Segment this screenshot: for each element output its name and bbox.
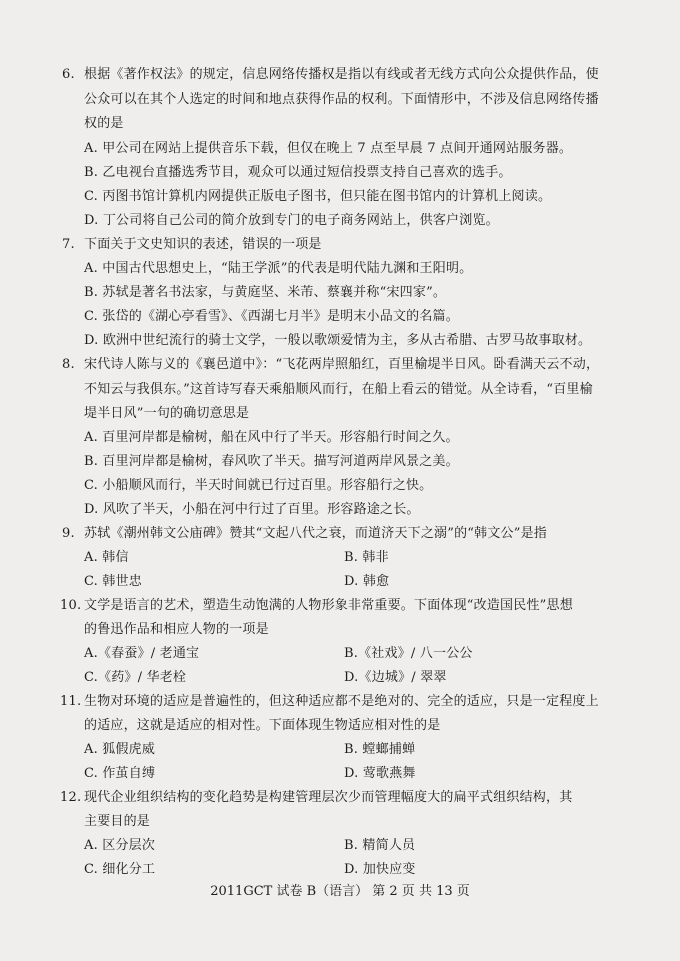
- question-number: 9.: [62, 526, 75, 541]
- option-d: D. 莺歌燕舞: [344, 766, 416, 781]
- question-number: 11.: [60, 694, 82, 709]
- option-c: C. 小船顺风而行，半天时间就已行过百里。形容船行之快。: [84, 478, 433, 493]
- question-stem-line: 下面关于文史知识的表述，错误的一项是: [84, 237, 322, 252]
- option-a: A. 韩信: [84, 550, 129, 565]
- option-a: A. 区分层次: [84, 838, 156, 853]
- question-stem-line: 宋代诗人陈与义的《襄邑道中》：“飞花两岸照船红，百里榆堤半日风。卧看满天云不动，: [84, 357, 600, 372]
- option-b: B. 精简人员: [344, 838, 416, 853]
- question-stem-line: 的适应，这就是适应的相对性。下面体现生物适应相对性的是: [84, 718, 441, 733]
- question-stem-line: 生物对环境的适应是普遍性的，但这种适应都不是绝对的、完全的适应，只是一定程度上: [84, 694, 599, 709]
- option-c: C. 韩世忠: [84, 574, 142, 589]
- option-c: C. 作茧自缚: [84, 766, 156, 781]
- option-c: C. 张岱的《湖心亭看雪》、《西湖七月半》是明末小品文的名篇。: [84, 309, 459, 324]
- option-d: D. 欧洲中世纪流行的骑士文学，一般以歌颂爱情为主，多从古希腊、古罗马故事取材。: [84, 333, 592, 348]
- option-c: C.《药》/ 华老栓: [84, 670, 187, 685]
- question-stem-line: 苏轼《潮州韩文公庙碑》赞其“文起八代之衰，而道济天下之溺”的“韩文公”是指: [84, 526, 547, 541]
- question-stem-line: 文学是语言的艺术，塑造生动饱满的人物形象非常重要。下面体现“改造国民性”思想: [84, 598, 573, 613]
- option-c: C. 丙图书馆计算机内网提供正版电子图书，但只能在图书馆内的计算机上阅读。: [84, 189, 552, 204]
- question-number: 10.: [60, 598, 82, 613]
- option-a: A. 中国古代思想史上，“陆王学派”的代表是明代陆九渊和王阳明。: [84, 261, 473, 276]
- option-b: B.《社戏》/ 八一公公: [344, 646, 473, 661]
- question-stem-line: 权的是: [84, 116, 124, 131]
- option-d: D. 韩愈: [344, 574, 390, 589]
- option-b: B. 螳螂捕蝉: [344, 742, 416, 757]
- option-d: D.《边城》/ 翠翠: [344, 670, 447, 685]
- question-stem-line: 不知云与我俱东。”这首诗写春天乘船顺风而行，在船上看云的错觉。从全诗看，“百里榆: [84, 382, 593, 397]
- question-stem-line: 根据《著作权法》的规定，信息网络传播权是指以有线或者无线方式向公众提供作品，使: [84, 67, 599, 82]
- option-d: D. 丁公司将自己公司的简介放到专门的电子商务网站上，供客户浏览。: [84, 213, 499, 228]
- page-footer: 2011GCT 试卷 B（语言） 第 2 页 共 13 页: [210, 884, 470, 899]
- question-stem-line: 现代企业组织结构的变化趋势是构建管理层次少而管理幅度大的扁平式组织结构，其: [84, 790, 573, 805]
- option-a: A. 狐假虎威: [84, 742, 156, 757]
- option-a: A.《春蚕》/ 老通宝: [84, 646, 200, 661]
- option-b: B. 百里河岸都是榆树，春风吹了半天。描写河道两岸风景之美。: [84, 454, 459, 469]
- option-b: B. 韩非: [344, 550, 389, 565]
- question-number: 12.: [60, 790, 82, 805]
- question-number: 6.: [62, 67, 75, 82]
- option-b: B. 苏轼是著名书法家，与黄庭坚、米芾、蔡襄并称“宋四家”。: [84, 285, 447, 300]
- question-stem-line: 主要目的是: [84, 814, 151, 829]
- option-a: A. 甲公司在网站上提供音乐下载，但仅在晚上 7 点至早晨 7 点间开通网站服务器。: [84, 141, 573, 156]
- option-b: B. 乙电视台直播选秀节目，观众可以通过短信投票支持自己喜欢的选手。: [84, 165, 512, 180]
- question-stem-line: 的鲁迅作品和相应人物的一项是: [84, 622, 269, 637]
- option-a: A. 百里河岸都是榆树，船在风中行了半天。形容船行时间之久。: [84, 430, 459, 445]
- question-stem-line: 堤半日风”一句的确切意思是: [84, 406, 250, 421]
- option-d: D. 风吹了半天，小船在河中行过了百里。形容路途之长。: [84, 502, 420, 517]
- option-c: C. 细化分工: [84, 862, 156, 877]
- question-number: 8.: [62, 357, 75, 372]
- option-d: D. 加快应变: [344, 862, 416, 877]
- question-number: 7.: [62, 237, 75, 252]
- question-stem-line: 公众可以在其个人选定的时间和地点获得作品的权利。下面情形中，不涉及信息网络传播: [84, 92, 599, 107]
